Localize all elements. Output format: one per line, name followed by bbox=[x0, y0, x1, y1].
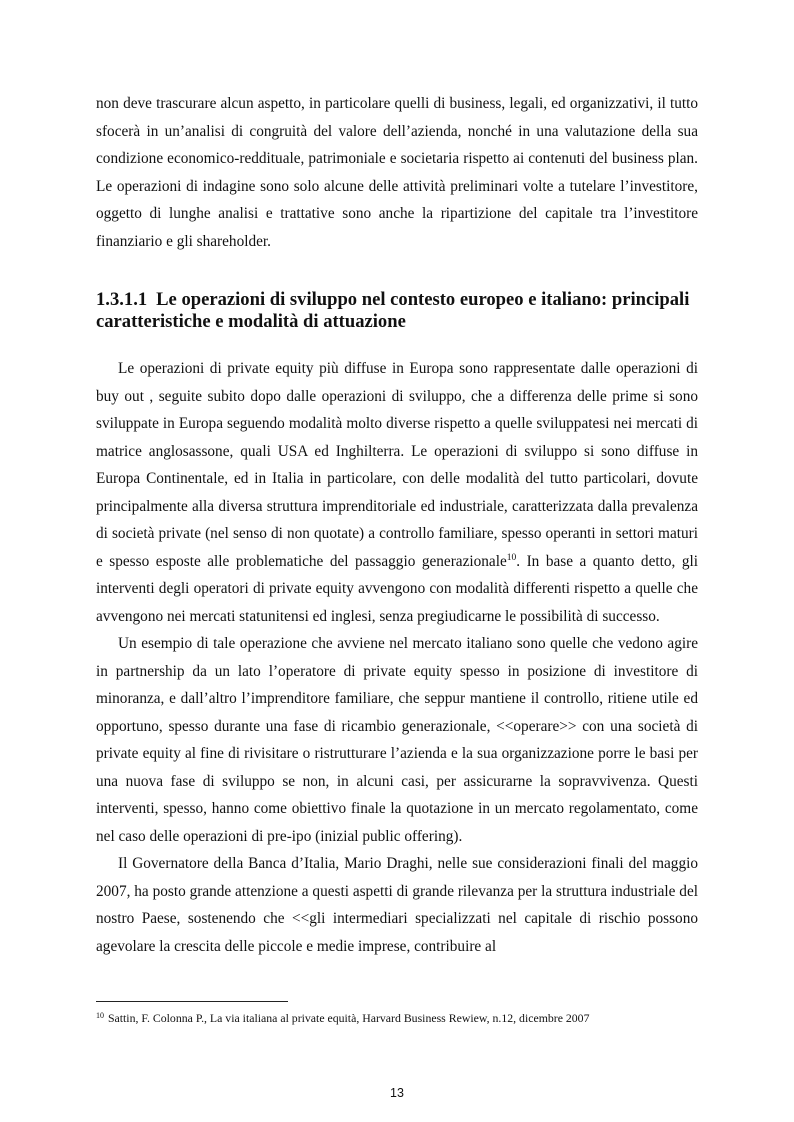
section-number: 1.3.1.1 bbox=[96, 289, 148, 310]
section-title: Le operazioni di sviluppo nel contesto europeo e italiano: principali caratteristiche e modalità di attuazione bbox=[96, 289, 690, 332]
footnote-number: 10 bbox=[96, 1011, 104, 1020]
body-text-top bbox=[96, 90, 698, 255]
paragraph: Il Governatore della Banca d’Italia, Mario Draghi, nelle sue considerazioni finali del maggio 2007, ha posto grande attenzione a questi aspetti di grande rilevanza per la struttura industriale del nostro Paese, sostenendo che <<gli intermediari specializzati nel capitale di rischio possono agevolare la crescita delle piccole e medie imprese, contribuire al bbox=[96, 855, 698, 955]
body-text-main bbox=[96, 355, 698, 960]
section-heading bbox=[96, 289, 706, 333]
paragraph-text: Le operazioni di private equity più diffuse in Europa sono rappresentate dalle operazioni di buy out , seguite subito dopo dalle operazioni di sviluppo, che a differenza delle prime si sono sviluppate in Europa seguendo modalità molto diverse rispetto a quelle sviluppatesi nei mercati di matrice anglosassone, quali USA ed Inghilterra. Le operazioni di sviluppo si sono diffuse in Europa Continentale, ed in Italia in particolare, con delle modalità del tutto particolari, dovute principalmente alla diversa struttura imprenditoriale ed industriale, caratterizzata dalla prevalenza di società private (nel senso di non quotate) a controllo familiare, spesso operanti in settori maturi e spesso esposte alle problematiche del passaggio generazionale bbox=[96, 360, 698, 570]
footnote-separator bbox=[96, 1001, 288, 1002]
page-number: 13 bbox=[390, 1086, 404, 1100]
paragraph-text: . In base a quanto detto, gli interventi degli operatori di private equity avvengono con modalità differenti rispetto a quelle che avvengono nei mercati statunitensi ed inglesi, senza pregiudicarne le possibilità di successo. bbox=[96, 552, 698, 625]
footnote-text: Sattin, F. Colonna P., La via italiana al private equità, Harvard Business Rewiew, n.12, dicembre 2007 bbox=[105, 1011, 590, 1025]
paragraph-continued: non deve trascurare alcun aspetto, in particolare quelli di business, legali, ed organizzativi, il tutto sfocerà in un’analisi di congruità del valore dell’azienda, nonché in una valutazione della sua condizione economico-reddituale, patrimoniale e societaria rispetto ai contenuti del business plan. Le operazioni di indagine sono solo alcune delle attività preliminari volte a tutelare l’investitore, oggetto di lunghe analisi e trattative sono anche la ripartizione del capitale tra l’investitore finanziario e gli shareholder. bbox=[96, 95, 698, 250]
footnote bbox=[96, 1011, 716, 1026]
paragraph: Un esempio di tale operazione che avviene nel mercato italiano sono quelle che vedono agire in partnership da un lato l’operatore di private equity spesso in posizione di investitore di minoranza, e dall’altro l’imprenditore familiare, che seppur mantiene il controllo, ritiene utile ed opportuno, spesso durante una fase di ricambio generazionale, <<operare>> con una società di private equity al fine di rivisitare o ristrutturare l’azienda e la sua organizzazione porre le basi per una nuova fase di sviluppo se non, in alcuni casi, per assicurarne la sopravvivenza. Questi interventi, spesso, hanno come obiettivo finale la quotazione in un mercato regolamentato, come nel caso delle operazioni di pre-ipo (inizial public offering). bbox=[96, 635, 698, 845]
paragraph bbox=[96, 355, 698, 630]
footnote-reference: 10 bbox=[506, 552, 517, 563]
